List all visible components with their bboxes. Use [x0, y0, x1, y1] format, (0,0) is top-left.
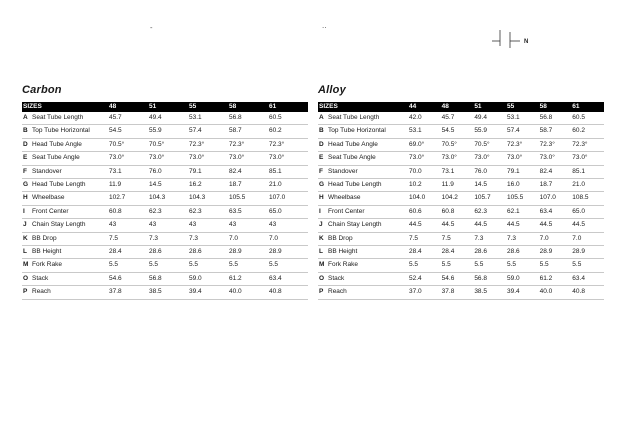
measurement-letter: B	[319, 127, 324, 135]
measurement-value: 38.5	[473, 286, 506, 299]
measurement-label-cell	[318, 152, 408, 165]
measurement-value: 28.4	[441, 246, 474, 259]
measurement-value: 21.0	[571, 179, 604, 192]
measurement-value: 7.5	[408, 232, 441, 245]
measurement-value: 59.0	[506, 272, 539, 285]
measurement-value: 63.5	[228, 205, 268, 218]
measurement-label-cell	[318, 259, 408, 272]
measurement-value: 82.4	[539, 165, 572, 178]
measurement-value: 5.5	[228, 259, 268, 272]
measurement-label-cell	[318, 246, 408, 259]
measurement-value: 43	[108, 219, 148, 232]
measurement-value: 7.0	[228, 232, 268, 245]
measurement-value: 104.2	[441, 192, 474, 205]
measurement-value: 14.5	[473, 179, 506, 192]
measurement-value: 105.5	[506, 192, 539, 205]
measurement-value: 53.1	[506, 112, 539, 125]
measurement-value: 57.4	[506, 125, 539, 138]
measurement-value: 73.0°	[108, 152, 148, 165]
measurement-value: 7.0	[268, 232, 308, 245]
measurement-value: 73.0°	[571, 152, 604, 165]
table-row	[22, 179, 308, 192]
alloy-geometry-section	[318, 84, 604, 300]
measurement-label: Seat Tube Length	[32, 114, 84, 121]
stray-mark: -	[150, 24, 153, 32]
sizes-header: SIZES	[22, 102, 108, 112]
measurement-value: 60.5	[268, 112, 308, 125]
measurement-value: 39.4	[506, 286, 539, 299]
measurement-label: Front Center	[32, 207, 69, 215]
measurement-value: 56.8	[473, 272, 506, 285]
measurement-label-cell	[318, 232, 408, 245]
measurement-value: 104.0	[408, 192, 441, 205]
measurement-label: Fork Rake	[328, 261, 358, 269]
measurement-value: 38.5	[148, 286, 188, 299]
measurement-value: 39.4	[188, 286, 228, 299]
measurement-value: 56.8	[228, 112, 268, 125]
size-column-header: 58	[539, 102, 572, 112]
measurement-value: 16.2	[188, 179, 228, 192]
measurement-value: 43	[148, 219, 188, 232]
measurement-value: 73.0°	[188, 152, 228, 165]
measurement-letter: I	[23, 207, 25, 215]
measurement-value: 65.0	[268, 205, 308, 218]
table-row	[318, 138, 604, 151]
measurement-value: 44.5	[571, 219, 604, 232]
measurement-label-cell	[22, 272, 108, 285]
measurement-label: Wheelbase	[328, 194, 361, 202]
measurement-value: 72.3°	[188, 138, 228, 151]
measurement-value: 55.9	[148, 125, 188, 138]
measurement-label: BB Height	[32, 248, 62, 256]
measurement-value: 72.3°	[539, 138, 572, 151]
measurement-label-cell	[318, 286, 408, 299]
measurement-value: 7.0	[539, 232, 572, 245]
measurement-value: 5.5	[148, 259, 188, 272]
measurement-value: 73.0°	[228, 152, 268, 165]
measurement-letter: F	[23, 167, 27, 175]
measurement-value: 60.6	[408, 205, 441, 218]
measurement-value: 5.5	[408, 259, 441, 272]
measurement-label-cell	[22, 232, 108, 245]
measurement-label-cell	[318, 219, 408, 232]
measurement-label-cell	[318, 165, 408, 178]
measurement-letter: M	[23, 261, 29, 269]
measurement-letter: F	[319, 167, 323, 175]
measurement-value: 76.0	[148, 165, 188, 178]
measurement-value: 70.5°	[473, 138, 506, 151]
measurement-value: 5.5	[473, 259, 506, 272]
table-row	[318, 179, 604, 192]
measurement-value: 79.1	[188, 165, 228, 178]
measurement-label: Standover	[328, 167, 358, 175]
measurement-letter: G	[23, 181, 29, 189]
measurement-value: 61.2	[539, 272, 572, 285]
carbon-geometry-section	[22, 84, 308, 300]
measurement-value: 28.4	[108, 246, 148, 259]
measurement-label-cell	[22, 192, 108, 205]
table-row	[318, 219, 604, 232]
table-row	[22, 272, 308, 285]
measurement-value: 44.5	[539, 219, 572, 232]
measurement-value: 28.9	[539, 246, 572, 259]
table-row	[318, 272, 604, 285]
measurement-value: 10.2	[408, 179, 441, 192]
measurement-value: 28.6	[148, 246, 188, 259]
measurement-value: 18.7	[228, 179, 268, 192]
measurement-value: 58.7	[539, 125, 572, 138]
table-row	[22, 112, 308, 125]
measurement-value: 85.1	[571, 165, 604, 178]
size-column-header: 44	[408, 102, 441, 112]
measurement-value: 61.2	[228, 272, 268, 285]
measurement-value: 28.9	[228, 246, 268, 259]
measurement-label-cell	[318, 205, 408, 218]
measurement-label: Top Tube Horizontal	[32, 127, 90, 135]
alloy-geometry-table	[318, 102, 604, 300]
measurement-label-cell	[318, 125, 408, 138]
measurement-label-cell	[318, 192, 408, 205]
measurement-value: 60.2	[571, 125, 604, 138]
measurement-value: 79.1	[506, 165, 539, 178]
measurement-value: 63.4	[539, 205, 572, 218]
table-row	[22, 259, 308, 272]
table-row	[318, 152, 604, 165]
measurement-label-cell	[22, 138, 108, 151]
measurement-value: 37.0	[408, 286, 441, 299]
table-row	[318, 259, 604, 272]
measurement-label: Reach	[328, 288, 347, 296]
measurement-value: 62.1	[506, 205, 539, 218]
size-column-header: 51	[148, 102, 188, 112]
measurement-value: 44.5	[408, 219, 441, 232]
measurement-value: 73.0°	[408, 152, 441, 165]
measurement-value: 40.8	[268, 286, 308, 299]
measurement-value: 5.5	[108, 259, 148, 272]
measurement-letter: A	[319, 114, 324, 121]
measurement-label: Seat Tube Angle	[328, 154, 376, 162]
measurement-value: 85.1	[268, 165, 308, 178]
measurement-value: 72.3°	[506, 138, 539, 151]
table-row	[318, 232, 604, 245]
measurement-letter: A	[23, 114, 28, 121]
measurement-value: 70.0	[408, 165, 441, 178]
measurement-value: 60.2	[268, 125, 308, 138]
measurement-letter: O	[23, 274, 29, 282]
measurement-label: Seat Tube Angle	[32, 154, 80, 162]
measurement-value: 11.9	[441, 179, 474, 192]
measurement-label: Head Tube Angle	[32, 140, 82, 148]
measurement-value: 7.3	[473, 232, 506, 245]
table-row	[22, 232, 308, 245]
measurement-label: Chain Stay Length	[32, 221, 86, 229]
measurement-letter: L	[319, 248, 323, 256]
size-column-header: 55	[188, 102, 228, 112]
measurement-value: 43	[268, 219, 308, 232]
measurement-value: 63.4	[571, 272, 604, 285]
measurement-label: BB Height	[328, 248, 358, 256]
measurement-label: Head Tube Length	[328, 181, 382, 189]
measurement-value: 65.0	[571, 205, 604, 218]
measurement-value: 54.6	[108, 272, 148, 285]
measurement-label: Front Center	[328, 207, 365, 215]
measurement-value: 73.1	[108, 165, 148, 178]
measurement-letter: P	[319, 288, 324, 296]
size-column-header: 48	[108, 102, 148, 112]
measurement-value: 40.0	[228, 286, 268, 299]
measurement-label: Chain Stay Length	[328, 221, 382, 229]
measurement-value: 107.0	[539, 192, 572, 205]
table-row	[22, 219, 308, 232]
measurement-value: 43	[228, 219, 268, 232]
measurement-value: 104.3	[148, 192, 188, 205]
measurement-value: 73.1	[441, 165, 474, 178]
measurement-letter: E	[23, 154, 28, 162]
size-column-header: 61	[268, 102, 308, 112]
measurement-value: 18.7	[539, 179, 572, 192]
measurement-value: 44.5	[473, 219, 506, 232]
measurement-value: 21.0	[268, 179, 308, 192]
table-row	[318, 125, 604, 138]
measurement-value: 28.4	[408, 246, 441, 259]
measurement-label: Standover	[32, 167, 62, 175]
measurement-value: 54.6	[441, 272, 474, 285]
measurement-letter: H	[319, 194, 324, 202]
table-row	[22, 165, 308, 178]
measurement-label: BB Drop	[32, 234, 57, 242]
measurement-label-cell	[22, 112, 108, 125]
measurement-letter: M	[319, 261, 325, 269]
measurement-label: Top Tube Horizontal	[328, 127, 386, 135]
measurement-value: 73.0°	[539, 152, 572, 165]
measurement-value: 52.4	[408, 272, 441, 285]
measurement-value: 73.0°	[441, 152, 474, 165]
measurement-label: Stack	[328, 274, 345, 282]
measurement-letter: B	[23, 127, 28, 135]
measurement-value: 28.9	[268, 246, 308, 259]
measurement-value: 60.5	[571, 112, 604, 125]
measurement-value: 53.1	[408, 125, 441, 138]
table-row	[318, 165, 604, 178]
measurement-value: 73.0°	[268, 152, 308, 165]
measurement-value: 73.0°	[148, 152, 188, 165]
measurement-value: 28.6	[188, 246, 228, 259]
measurement-value: 54.5	[108, 125, 148, 138]
measurement-value: 56.8	[148, 272, 188, 285]
measurement-value: 5.5	[571, 259, 604, 272]
size-column-header: 61	[571, 102, 604, 112]
measurement-value: 28.6	[473, 246, 506, 259]
measurement-letter: G	[319, 181, 325, 189]
measurement-value: 73.0°	[473, 152, 506, 165]
table-row	[318, 205, 604, 218]
measurement-letter: I	[319, 207, 321, 215]
measurement-label-cell	[318, 138, 408, 151]
measurement-letter: J	[319, 221, 323, 229]
measurement-label-cell	[22, 205, 108, 218]
measurement-value: 69.0°	[408, 138, 441, 151]
table-row	[22, 286, 308, 299]
measurement-letter: O	[319, 274, 325, 282]
measurement-value: 37.8	[441, 286, 474, 299]
sizes-header: SIZES	[318, 102, 408, 112]
measurement-value: 72.3°	[571, 138, 604, 151]
measurement-label: BB Drop	[328, 234, 353, 242]
table-row	[318, 192, 604, 205]
measurement-value: 28.9	[571, 246, 604, 259]
measurement-value: 16.0	[506, 179, 539, 192]
measurement-value: 44.5	[441, 219, 474, 232]
measurement-letter: D	[23, 140, 28, 148]
measurement-value: 53.1	[188, 112, 228, 125]
measurement-value: 73.0°	[506, 152, 539, 165]
table-row	[318, 112, 604, 125]
measurement-value: 7.3	[506, 232, 539, 245]
measurement-value: 7.3	[148, 232, 188, 245]
table-row	[22, 152, 308, 165]
measurement-letter: E	[319, 154, 324, 162]
size-column-header: 58	[228, 102, 268, 112]
measurement-label-cell	[22, 179, 108, 192]
table-row	[318, 286, 604, 299]
table-header-row	[22, 102, 308, 112]
measurement-value: 76.0	[473, 165, 506, 178]
measurement-value: 56.8	[539, 112, 572, 125]
measurement-label-cell	[22, 259, 108, 272]
measurement-value: 105.5	[228, 192, 268, 205]
measurement-value: 7.5	[441, 232, 474, 245]
measurement-value: 5.5	[188, 259, 228, 272]
carbon-title: Carbon	[22, 84, 62, 96]
measurement-value: 57.4	[188, 125, 228, 138]
measurement-label-cell	[22, 165, 108, 178]
measurement-value: 63.4	[268, 272, 308, 285]
measurement-value: 42.0	[408, 112, 441, 125]
measurement-label-cell	[22, 125, 108, 138]
measurement-value: 49.4	[473, 112, 506, 125]
measurement-value: 7.3	[188, 232, 228, 245]
measurement-value: 70.5°	[441, 138, 474, 151]
measurement-label-cell	[318, 112, 408, 125]
measurement-label-cell	[22, 219, 108, 232]
measurement-value: 60.8	[441, 205, 474, 218]
measurement-letter: P	[23, 288, 28, 296]
table-header-row	[318, 102, 604, 112]
measurement-label: Stack	[32, 274, 49, 282]
measurement-label: Fork Rake	[32, 261, 62, 269]
measurement-value: 54.5	[441, 125, 474, 138]
dimension-lines-icon	[488, 30, 524, 50]
measurement-value: 49.4	[148, 112, 188, 125]
dimension-marker	[488, 30, 528, 50]
measurement-label: Seat Tube Length	[328, 114, 380, 121]
measurement-value: 44.5	[506, 219, 539, 232]
alloy-title: Alloy	[318, 84, 346, 96]
measurement-letter: H	[23, 194, 28, 202]
measurement-value: 72.3°	[268, 138, 308, 151]
measurement-value: 72.3°	[228, 138, 268, 151]
measurement-value: 82.4	[228, 165, 268, 178]
measurement-value: 45.7	[441, 112, 474, 125]
measurement-value: 58.7	[228, 125, 268, 138]
size-column-header: 48	[441, 102, 474, 112]
measurement-letter: K	[23, 234, 28, 242]
measurement-value: 62.3	[188, 205, 228, 218]
measurement-label: Wheelbase	[32, 194, 65, 202]
measurement-letter: K	[319, 234, 324, 242]
carbon-geometry-table	[22, 102, 308, 300]
dimension-label: N	[524, 39, 529, 45]
table-row	[22, 192, 308, 205]
measurement-value: 5.5	[539, 259, 572, 272]
measurement-label: Reach	[32, 288, 51, 296]
measurement-value: 5.5	[441, 259, 474, 272]
measurement-value: 5.5	[268, 259, 308, 272]
measurement-value: 7.0	[571, 232, 604, 245]
table-row	[22, 205, 308, 218]
measurement-value: 40.0	[539, 286, 572, 299]
table-row	[22, 125, 308, 138]
measurement-value: 43	[188, 219, 228, 232]
measurement-value: 37.8	[108, 286, 148, 299]
measurement-value: 62.3	[473, 205, 506, 218]
measurement-letter: D	[319, 140, 324, 148]
measurement-label-cell	[318, 179, 408, 192]
measurement-letter: L	[23, 248, 27, 256]
stray-mark: ··	[322, 24, 327, 32]
measurement-value: 107.0	[268, 192, 308, 205]
size-column-header: 51	[473, 102, 506, 112]
measurement-value: 70.5°	[148, 138, 188, 151]
measurement-value: 105.7	[473, 192, 506, 205]
measurement-value: 55.9	[473, 125, 506, 138]
table-row	[318, 246, 604, 259]
table-row	[22, 138, 308, 151]
measurement-value: 108.5	[571, 192, 604, 205]
measurement-value: 28.6	[506, 246, 539, 259]
measurement-value: 70.5°	[108, 138, 148, 151]
measurement-value: 62.3	[148, 205, 188, 218]
measurement-value: 104.3	[188, 192, 228, 205]
table-row	[22, 246, 308, 259]
measurement-label-cell	[318, 272, 408, 285]
measurement-value: 60.8	[108, 205, 148, 218]
measurement-value: 40.8	[571, 286, 604, 299]
measurement-label: Head Tube Length	[32, 181, 86, 189]
measurement-value: 5.5	[506, 259, 539, 272]
measurement-value: 102.7	[108, 192, 148, 205]
measurement-label-cell	[22, 286, 108, 299]
measurement-label-cell	[22, 246, 108, 259]
measurement-value: 11.9	[108, 179, 148, 192]
measurement-letter: J	[23, 221, 27, 229]
measurement-value: 7.5	[108, 232, 148, 245]
measurement-label: Head Tube Angle	[328, 140, 378, 148]
measurement-label-cell	[22, 152, 108, 165]
measurement-value: 14.5	[148, 179, 188, 192]
size-column-header: 55	[506, 102, 539, 112]
measurement-value: 45.7	[108, 112, 148, 125]
measurement-value: 59.0	[188, 272, 228, 285]
